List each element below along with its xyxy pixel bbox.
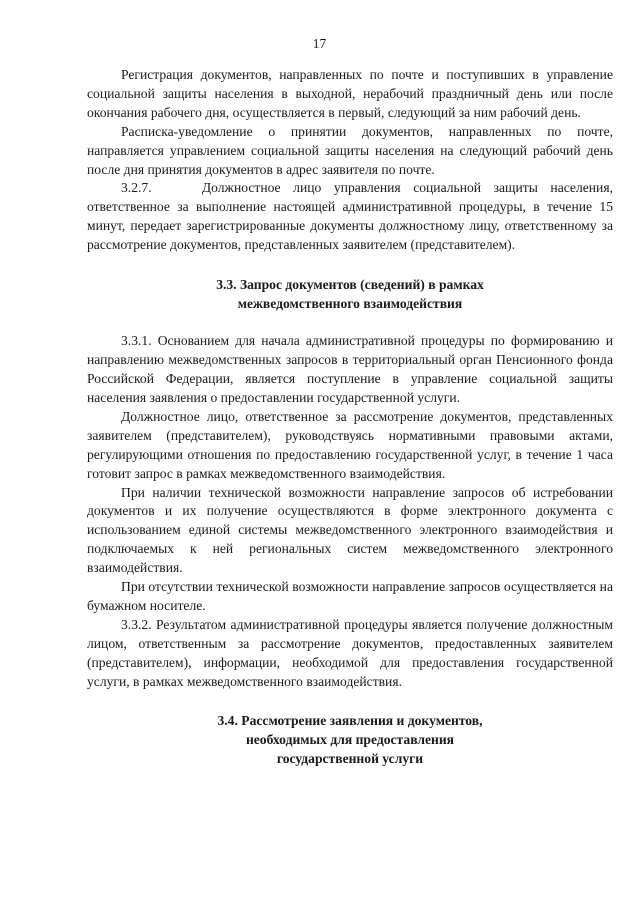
heading-3-4-line-2: необходимых для предоставления [245,732,455,748]
heading-3-4-line-1: 3.4. Рассмотрение заявления и документов, [217,713,483,729]
paragraph-electronic-interaction: При наличии технической возможности направление запросов об истребовании документов и их получение осуществляются в форме электронного документа с использованием единой системы межведомственного электронного взаимодействия и подключаемых к ней региональных систем межведомственного электронного взаимодействия. [87,484,613,576]
paragraph-3-2-7: 3.2.7. Должностное лицо управления социальной защиты населения, ответственное за выполнение настоящей административной процедуры, в течение 15 минут, передает зарегистрированные документы должностному лицу, ответственному за рассмотрение документов, представленных заявителем (представителем). [87,180,613,253]
heading-3-3-line-2: межведомственного взаимодействия [237,295,463,311]
section-heading-3-4 [87,712,613,768]
heading-3-3-line-1: 3.3. Запрос документов (сведений) в рамках [216,277,484,293]
paragraph-registration: Регистрация документов, направленных по почте и поступивших в управление социальной защиты населения в выходной, нерабочий праздничный день или после окончания рабочего дня, осуществляется в первый, следующий за ним рабочий день. [87,67,613,120]
paragraph-receipt-notice: Расписка-уведомление о принятии документов, направленных по почте, направляется управлением социальной защиты населения на следующий рабочий день после дня принятия документов в адрес заявителя по почте. [87,123,613,177]
paragraph-3-3-1: 3.3.1. Основанием для начала административной процедуры по формированию и направлению межведомственных запросов в территориальный орган Пенсионного фонда Российской Федерации, является поступление в управление социальной защиты населения заявления о предоставлении государственной услуги. [87,333,613,405]
document-body [87,66,613,768]
section-heading-3-3 [87,276,613,313]
paragraph-official-request: Должностное лицо, ответственное за рассмотрение документов, представленных заявителем (представителем), руководствуясь нормативными правовыми актами, регулирующими отношения по предоставлению государственной услуг, в течение 1 часа готовит запрос в рамках межведомственного взаимодействия. [87,408,613,481]
page-number: 17 [312,36,327,51]
heading-3-4-line-3: государственной услуги [276,750,424,766]
paragraph-paper-medium: При отсутствии технической возможности направление запросов осуществляется на бумажном носителе. [87,579,613,613]
paragraph-3-3-2: 3.3.2. Результатом административной процедуры является получение должностным лицом, ответственным за рассмотрение документов, предоставленных заявителем (представителем), информации, необходимой для предоставления государственной услуги, в рамках межведомственного взаимодействия. [87,616,613,689]
